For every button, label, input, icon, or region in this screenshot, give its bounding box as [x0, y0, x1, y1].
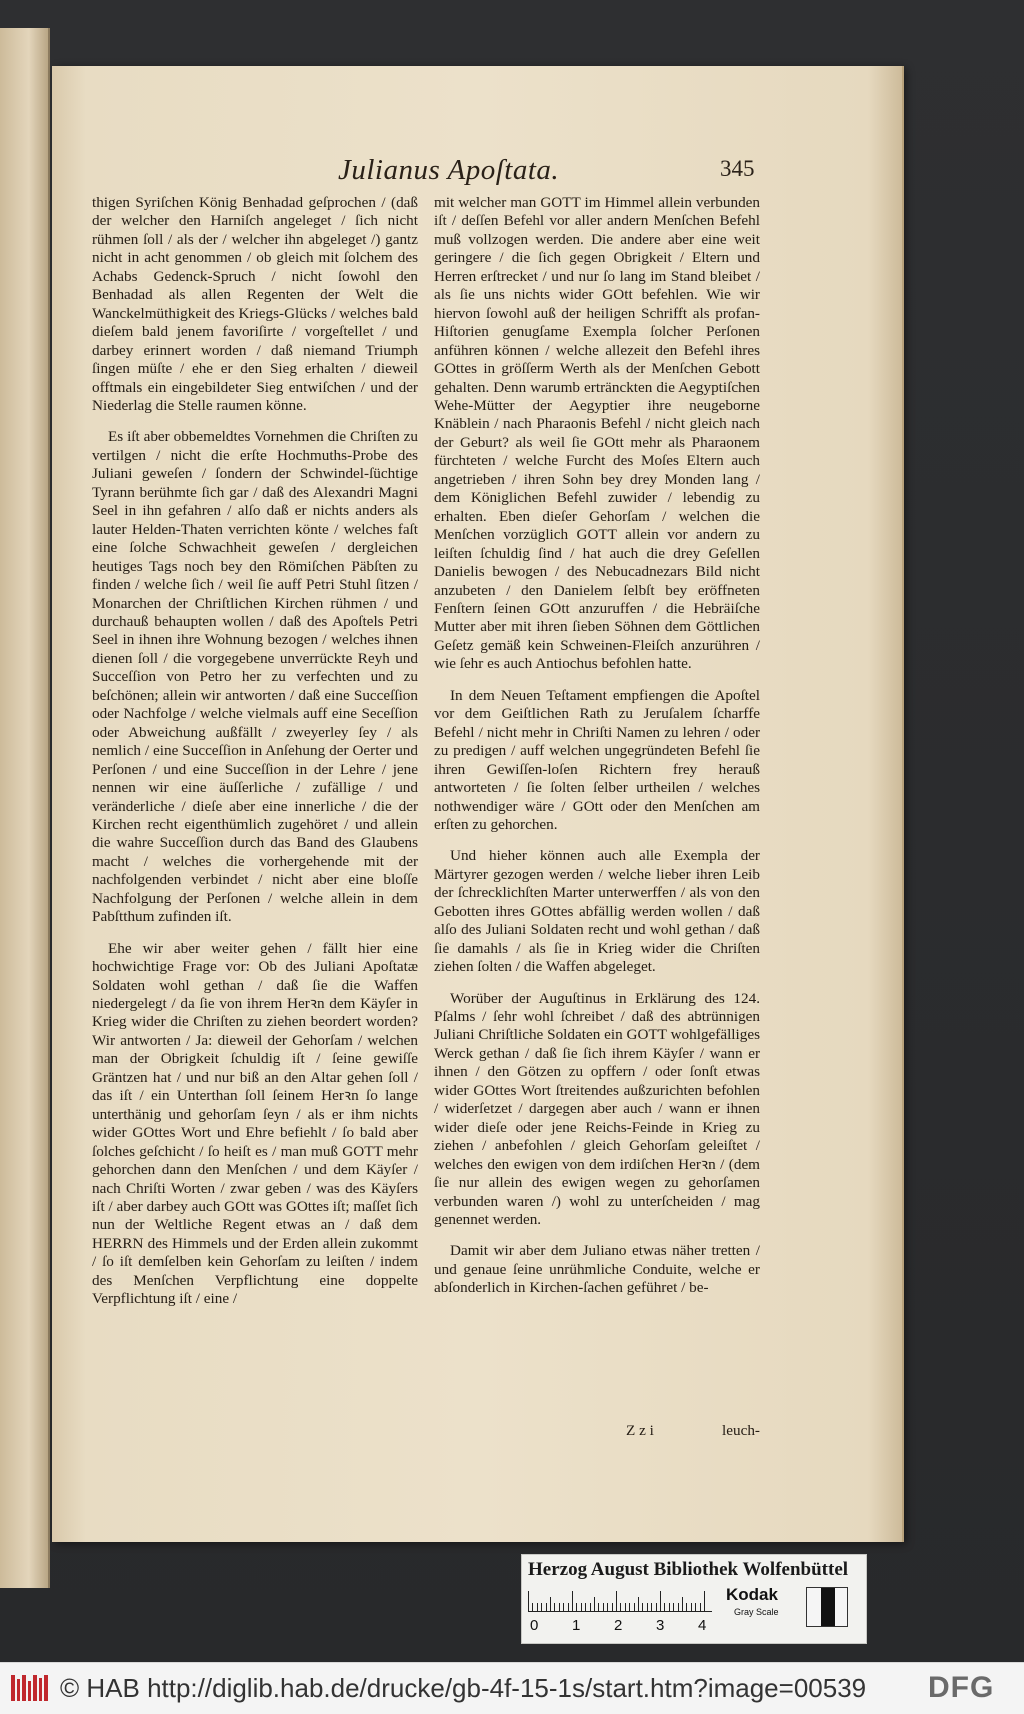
ruler-tick	[664, 1603, 665, 1611]
gray-swatch	[806, 1587, 848, 1627]
library-name: Herzog August Bibliothek Wolfenbüttel	[528, 1559, 849, 1580]
ruler-tick	[598, 1603, 599, 1611]
paragraph: Ehe wir aber weiter gehen / fällt hier eine hochwichtige Frage vor: Ob des Juliani Apoſtatæ Soldaten wohl gethan / daß ſie die Waffen niedergelegt / da ſie von ihrem Herꝛn dem Käyſer in Krieg wider die Chriſten zu ziehen beordert worden? Wir antworten / Ja: dieweil der Gehorſam / welchen man der Obrigkeit ſchuldig iſt / ſeine gewiſſe Gräntzen hat / und nur biß an den Altar gehen ſoll / das iſt / ein Unterthan ſoll ſeinem Herꝛn ſo lange unterthänig und gehorſam ſeyn / als er ihm nichts wider GOttes Wort und Ehre befiehlt / ſo bald aber ſolches geſchicht / ſo heiſt es / man muß GOTT mehr gehorchen dann den Menſchen / und dem Käyſer / nach Chriſti Worten / zwar geben / was des Käyſers iſt / aber darbey auch GOtt was GOttes iſt; maſſet ſich nun der Weltliche Regent etwas an / daß dem HERRN des Himmels und der Erden allein zukommt / ſo iſt demſelben kein Gehorſam zu leiſten / indem des Menſchen Verpflichtung eine doppelte Verpflichtung iſt / eine /	[92, 939, 418, 1308]
ruler-tick	[590, 1603, 591, 1611]
paragraph: mit welcher man GOTT im Himmel allein verbunden iſt / deſſen Befehl vor aller andern Menſchen Befehl muß vollzogen werden. Die andere aber eine weit geringere / die ſich gegen Obrigkeit / Eltern und Herren erſtrecket / und nur ſo lang im Stand bleibet / als ſie uns nichts wider GOtt befehlen. Wie wir hiervon ſowohl auß der heiligen Schrifft als profan-Hiſtorien genugſame Exempla ſolcher Perſonen anführen können / welche allezeit den Befehl ihres GOttes in gröſſerm Werth als der Menſchen Gebott gehalten. Denn warumb ertränckten die Aegyptiſchen Wehe-Mütter der Aegyptier ihre neugeborne Knäblein / nach Pharaonis Befehl / nicht gleich nach der Geburt? als weil ſie GOtt mehr als Pharaonem fürchteten / welche Furcht des Moſes Eltern auch angetrieben / ihren Sohn bey drey Monden lang / dem Königlichen Befehl zuwider / lebendig zu erhalten. Eben dieſer Gehorſam / welchen die Menſchen vorzüglich GOTT allein vor andern zu leiſten ſchuldig ſind / hat auch die drey Geſellen Danielis bewogen / des Nebucadnezars Bild nicht anzubeten / den Danielem ſelbſt bey eröffneten Fenſtern ſeinen GOtt anzuruffen / die Hebräiſche Mutter aber mit ihren ſieben Söhnen dem Göttlichen Geſetz gemäß kein Schweinen-Fleiſch anzurühren / wie ſehr es auch Antiochus befohlen hatte.	[434, 194, 760, 673]
ruler-tick	[660, 1591, 661, 1611]
ruler-tick	[528, 1591, 529, 1611]
catchword-row	[434, 1422, 760, 1444]
running-head	[52, 154, 902, 194]
ruler-tick	[572, 1591, 573, 1611]
ruler-tick	[585, 1603, 586, 1611]
ruler-tick	[634, 1603, 635, 1611]
kodak-logo: Kodak	[726, 1585, 778, 1604]
book-page	[52, 66, 902, 1542]
ruler-tick	[704, 1591, 705, 1611]
ruler-tick	[691, 1603, 692, 1611]
hab-logo-icon	[10, 1673, 50, 1703]
ruler-tick	[537, 1603, 538, 1611]
ruler-tick	[673, 1603, 674, 1611]
ruler-tick	[629, 1603, 630, 1611]
ruler-number: 2	[614, 1617, 623, 1634]
paragraph: Worüber der Auguſtinus in Erklärung des 124. Pſalms / ſehr wohl ſchreibet / daß des abtrünnigen Juliani Chriſtliche Soldaten ein GOTT wohlgefälliges Werck gethan / daß ſie ſich ihrem Käyſer / wann er ihnen / den Götzen zu opffern / oder ſonſt etwas wider GOttes Wort ſtreitendes außzurichten befohlen / widerſetzet / dargegen aber auch / wann er ihnen wider dieſe oder jene Reichs-Feinde in Krieg zu ziehen / anbefohlen / gleich Gehorſam geleiſtet / welches den ewigen von dem irdiſchen Herꝛn / (dem ſie nur allein des ewigen wegen zu gehorſamen verbunden waren /) wohl zu unterſcheiden / mag genennet werden.	[434, 989, 760, 1229]
ruler-tick	[550, 1597, 551, 1611]
ruler-tick	[625, 1603, 626, 1611]
ruler-tick	[568, 1603, 569, 1611]
ruler-tick	[594, 1597, 595, 1611]
ruler-number: 3	[656, 1617, 665, 1634]
ruler-tick	[669, 1603, 670, 1611]
library-label	[521, 1554, 867, 1644]
ruler-number: 1	[572, 1617, 581, 1634]
ruler-tick	[642, 1603, 643, 1611]
ruler-number: 0	[530, 1617, 539, 1634]
ruler-tick	[686, 1603, 687, 1611]
ruler-tick	[563, 1603, 564, 1611]
ruler-tick	[651, 1603, 652, 1611]
ruler-tick	[695, 1603, 696, 1611]
grayscale-caption: Gray Scale	[734, 1607, 779, 1617]
ruler-tick	[532, 1603, 533, 1611]
facing-page-edge	[0, 28, 50, 1588]
paragraph: Damit wir aber dem Juliano etwas näher tretten / und genaue ſeine unrühmliche Conduite, welche er abſonderlich in Kirchen-ſachen geführet / be-	[434, 1242, 760, 1297]
text-column-left	[92, 194, 418, 1322]
kodak-grayscale-card	[722, 1585, 858, 1633]
ruler-tick	[541, 1603, 542, 1611]
ruler-tick	[607, 1603, 608, 1611]
ruler-tick	[682, 1597, 683, 1611]
ruler-tick	[656, 1603, 657, 1611]
text-column-right	[434, 194, 760, 1311]
ruler-tick	[546, 1603, 547, 1611]
ruler-number: 4	[698, 1617, 707, 1634]
ruler-tick	[581, 1603, 582, 1611]
paragraph: Und hieher können auch alle Exempla der Märtyrer gezogen werden / welche lieber ihren Leib der ſchrecklichſten Marter unterwerffen / als von den Gebotten ihres GOttes abfällig werden wollen / daß alſo des Juliani Soldaten recht und wohl gethan / daß ſie damahls / als ſie in Krieg wider die Chriſten ziehen ſolten / die Waffen abgeleget.	[434, 847, 760, 976]
signature-mark: Z z i	[626, 1422, 654, 1439]
ruler-tick	[554, 1603, 555, 1611]
page-title: Julianus Apoſtata.	[338, 154, 560, 186]
source-url[interactable]: © HAB http://diglib.hab.de/drucke/gb-4f-15-1s/start.htm?image=00539	[60, 1673, 867, 1703]
ruler-tick	[700, 1603, 701, 1611]
page-number: 345	[720, 156, 755, 181]
catchword: leuch-	[722, 1422, 760, 1439]
ruler-tick	[638, 1597, 639, 1611]
ruler-tick	[603, 1603, 604, 1611]
ruler-tick	[620, 1603, 621, 1611]
ruler-tick	[612, 1603, 613, 1611]
ruler-tick	[647, 1603, 648, 1611]
scale-ruler	[528, 1589, 712, 1612]
paragraph: In dem Neuen Teſtament empfiengen die Apoſtel vor dem Geiſtlichen Rath zu Jeruſalem ſcharffe Befehl / nicht mehr in Chriſti Namen zu lehren / oder zu predigen / auff welchen ungegründeten Befehl ſie ihren Gewiſſen-loſen Richtern frey herauß antworteten / ſie ſolten ſelber urtheilen / welches nothwendiger wäre / GOtt oder den Menſchen am erſten zu gehorchen.	[434, 686, 760, 833]
ruler-tick	[576, 1603, 577, 1611]
paragraph: Es iſt aber obbemeldtes Vornehmen die Chriſten zu vertilgen / nicht die erſte Hochmuths-Probe des Juliani geweſen / ſondern der Schwindel-ſüchtige Tyrann berühmte ſich gar / daß des Alexandri Magni Seel in ihn gefahren / alſo daß er nichts anders als lauter Helden-Thaten verrichten könte / welches faſt eine ſolche Schwachheit geweſen / dergleichen heutiges Tags noch bey den Römiſchen Päbſten zu finden / welche ſich / weil ſie auff Petri Stuhl ſitzen / Monarchen der Chriſtlichen Kirchen rühmen / und durchauß behaupten wollen / daß des Apoſtels Petri Seel in ihnen ihre Wohnung bezogen / welches ihnen dienen ſoll / die vorgegebene unverrückte Reyh und Succeſſion von Petro her zu verfechten und zu beſchönen; allein wir antworten / daß eine Succeſſion oder Nachfolge / welche vielmals auff eine Seceſſion oder Abweichung außfällt / zweyerley ſey / als nemlich / eine Succeſſion in Anſehung der Oerter und Perſonen / und eine Succeſſion in der Lehre / jene nennen wir eine äuſſerliche / zufällige / und veränderliche / dieſe aber eine innerliche / die der Kirchen recht eigenthümlich zugehöret / und allein die wahre Succeſſion durch das Band des Glaubens macht / welches die vorhergehende mit der nachfolgenden verbindet / nicht aber eine bloſſe Nachfolgung der Perſonen / welche allein in dem Pabſtthum zufinden iſt.	[92, 428, 418, 926]
paragraph: thigen Syriſchen König Benhadad geſprochen / (daß der welcher den Harniſch angeleget / ſich nicht rühmen ſoll / als der / welcher ihn abgeleget /) gantz nicht in acht genommen / ob gleich mit ſolchem des Achabs Gedenck-Spruch / nicht ſowohl den Benhadad als allen Regenten der Welt die Wanckelmüthigkeit des Kriegs-Glücks / welches bald dieſem bald jenem favoriſirte / vorgeſtellet / und darbey erinnert worden / daß niemand Triumph ſingen müſte / ehe er den Sieg erhalten / dieweil offtmals ein eingebildeter Sieg entwiſchen / und der Niederlag die Stelle raumen könne.	[92, 194, 418, 414]
ruler-tick	[616, 1591, 617, 1611]
ruler-tick	[678, 1603, 679, 1611]
ruler-tick	[559, 1603, 560, 1611]
dfg-logo: DFG	[928, 1671, 995, 1704]
footer-bar	[0, 1662, 1024, 1714]
